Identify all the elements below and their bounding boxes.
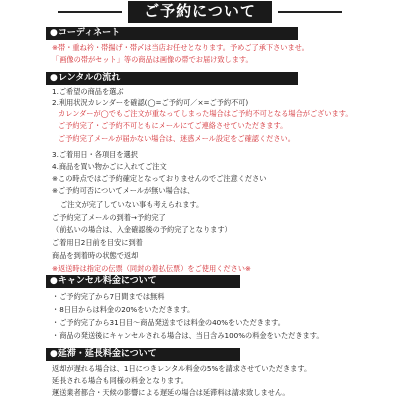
flow-prepay-note: （前払いの場合は、入金確認後の予約完了となります） — [52, 225, 232, 234]
coordinate-note-1: ※帯・重ね衿・帯揚げ・帯〆は当店お任せとなります。予めご了承下さいませ。 — [52, 43, 309, 52]
flow-return: 商品を到着時の状態で返却 — [52, 251, 139, 260]
section-heading-rental-flow: ●レンタルの流れ — [46, 72, 298, 85]
flow-step-3: 3.ご着用日・各項目を選択 — [52, 150, 138, 159]
cancel-item-1: ・ご予約完了から7日間までは無料 — [52, 292, 165, 301]
flow-warning-3: ご注文が完了していない事も考えられます。 — [60, 200, 204, 209]
flow-confirm: ご予約完了メールの到着→予約完了 — [52, 213, 166, 222]
title-rule-left — [58, 11, 122, 13]
flow-calendar-note-3: ご予約完了メールが届かない場合は、迷惑メール設定をご確認ください。 — [58, 134, 295, 143]
page-title: ご予約について — [128, 1, 272, 23]
flow-calendar-note-1: カレンダーが◯でもご注文が重なってしまった場合はご予約不可となる場合がございます。 — [58, 109, 353, 118]
section-heading-delay: ●延滞・延長料金について — [46, 348, 240, 361]
delay-item-1: 返却が遅れる場合は、1日につきレンタル料金の5%を請求させていただきます。 — [52, 364, 312, 373]
flow-calendar-note-2: ご予約完了・ご予約不可ともにメールにてご連絡させていただきます。 — [58, 121, 288, 130]
flow-arrival: ご着用日2日前を目安に到着 — [52, 238, 143, 247]
cancel-item-4: ・商品の発送後にキャンセルされる場合は、当日含み100%の料金をいただきます。 — [52, 331, 324, 340]
flow-warning-1: ※この時点ではご予約確定となっておりませんのでご注意ください — [52, 174, 267, 183]
delay-item-2: 延長される場合も同様の料金となります。 — [52, 376, 188, 385]
flow-step-1: 1.ご希望の商品を選ぶ — [52, 87, 124, 96]
flow-step-2: 2.利用状況カレンダーを確認(◯=ご予約可／×=ご予約不可) — [52, 98, 249, 107]
coordinate-note-2: 「画像の帯がセット」等の商品は画像の帯でお届け致します。 — [52, 55, 253, 64]
section-heading-coordinate: ●コーディネート — [46, 27, 298, 40]
flow-return-slip-note: ※返送時は指定の伝票（同封の着払伝票）をご使用ください※ — [52, 264, 251, 273]
cancel-item-3: ・ご予約完了から31日目～商品発送までは料金の40%をいただきます。 — [52, 318, 285, 327]
section-heading-cancel: ●キャンセル料金について — [46, 275, 240, 288]
title-rule-right — [278, 11, 342, 13]
flow-step-4: 4.商品を買い物かごに入れてご注文 — [52, 162, 167, 171]
page-header — [0, 1, 400, 23]
delay-item-3: 運送業者都合・天候の影響による遅延の場合は延滞料は請求致しません。 — [52, 388, 290, 397]
cancel-item-2: ・8日目からは料金の20%をいただきます。 — [52, 305, 195, 314]
flow-warning-2: ※ご予約可否についてメールが無い場合は、 — [52, 186, 195, 195]
